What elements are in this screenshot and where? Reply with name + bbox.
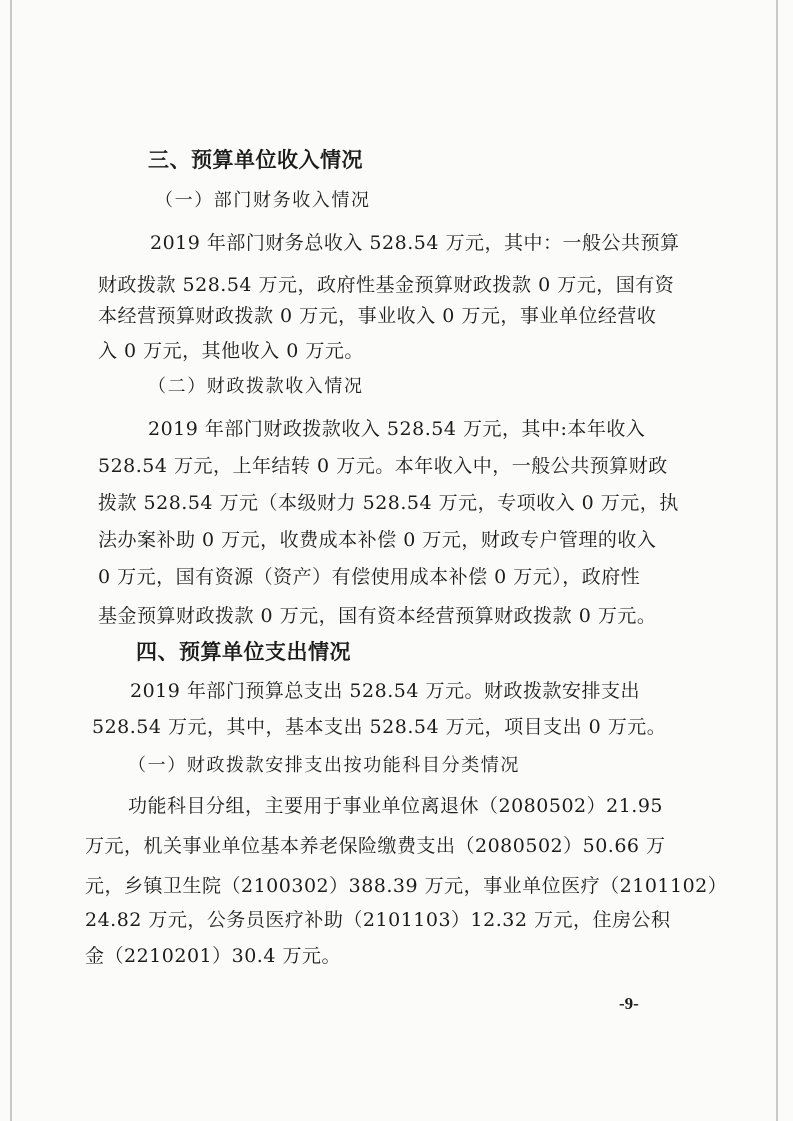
paragraph-line: 法办案补助 0 万元，收费成本补偿 0 万元，财政专户管理的收入 bbox=[98, 529, 657, 551]
paragraph-line: 入 0 万元，其他收入 0 万元。 bbox=[98, 340, 364, 362]
paragraph-line: 本经营预算财政拨款 0 万元，事业收入 0 万元，事业单位经营收 bbox=[98, 305, 657, 327]
paragraph-line: 0 万元，国有资源（资产）有偿使用成本补偿 0 万元），政府性 bbox=[98, 566, 641, 588]
paragraph-line: 528.54 万元，其中，基本支出 528.54 万元，项目支出 0 万元。 bbox=[92, 716, 667, 738]
scan-edge-left bbox=[10, 0, 12, 1121]
paragraph-line: 元，乡镇卫生院（2100302）388.39 万元，事业单位医疗（2101102） bbox=[85, 875, 728, 897]
paragraph-line: 528.54 万元，上年结转 0 万元。本年收入中，一般公共预算财政 bbox=[98, 455, 668, 477]
paragraph-line: 2019 年部门预算总支出 528.54 万元。财政拨款安排支出 bbox=[130, 680, 640, 702]
paragraph-line: 功能科目分组，主要用于事业单位离退休（2080502）21.95 bbox=[128, 795, 664, 817]
paragraph-line: 金（2210201）30.4 万元。 bbox=[85, 945, 341, 967]
paragraph-line: 2019 年部门财政拨款收入 528.54 万元，其中:本年收入 bbox=[148, 418, 646, 440]
paragraph-line: 基金预算财政拨款 0 万元，国有资本经营预算财政拨款 0 万元。 bbox=[98, 605, 657, 627]
subsection-heading: （二）财政拨款收入情况 bbox=[148, 376, 364, 397]
subsection-heading: （一）部门财务收入情况 bbox=[155, 190, 371, 211]
section-heading: 三、预算单位收入情况 bbox=[148, 148, 363, 172]
paragraph-line: 财政拨款 528.54 万元，政府性基金预算财政拨款 0 万元，国有资 bbox=[98, 274, 675, 296]
scan-edge-right bbox=[776, 0, 778, 1121]
paragraph-line: 24.82 万元，公务员医疗补助（2101103）12.32 万元，住房公积 bbox=[85, 909, 671, 931]
paragraph-line: 万元，机关事业单位基本养老保险缴费支出（2080502）50.66 万 bbox=[85, 835, 666, 857]
paragraph-line: 拨款 528.54 万元（本级财力 528.54 万元，专项收入 0 万元，执 bbox=[98, 492, 679, 514]
page-number: -9- bbox=[619, 994, 639, 1013]
subsection-heading: （一）财政拨款安排支出按功能科目分类情况 bbox=[128, 755, 520, 776]
paragraph-line: 2019 年部门财务总收入 528.54 万元，其中：一般公共预算 bbox=[150, 232, 680, 254]
section-heading: 四、预算单位支出情况 bbox=[136, 640, 351, 664]
